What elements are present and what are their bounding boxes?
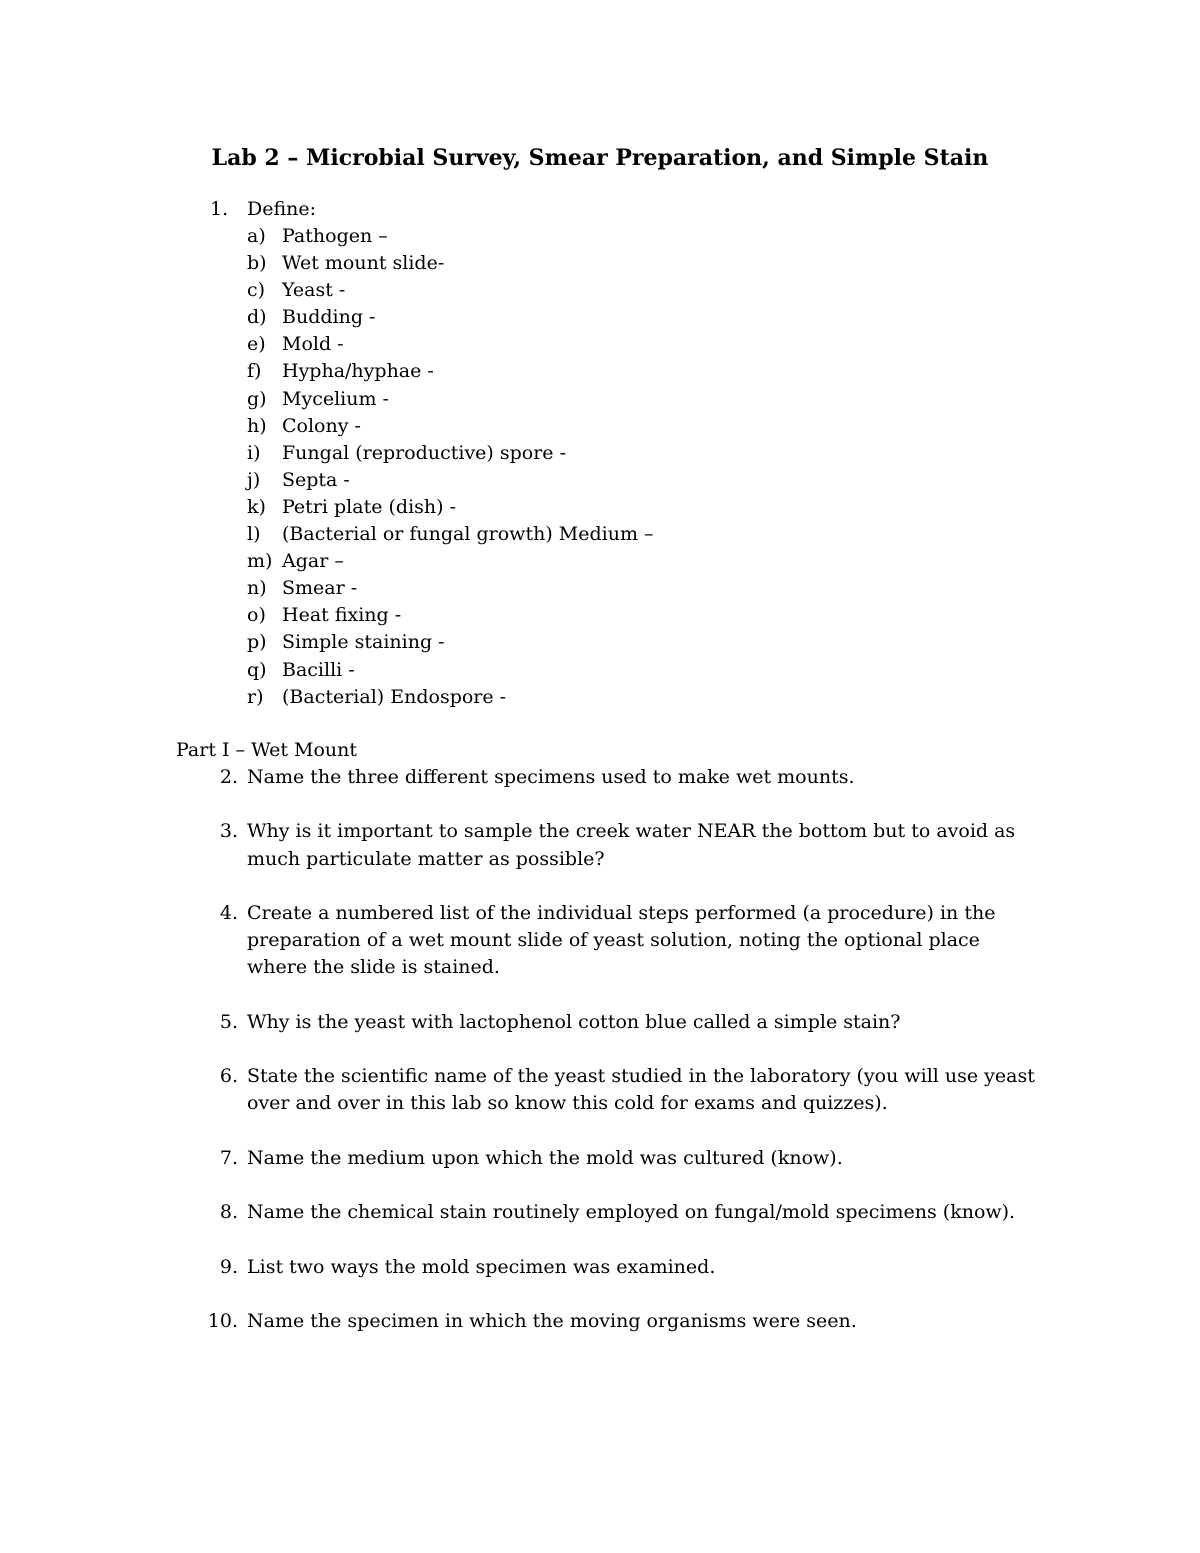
item-text: Bacilli - <box>282 658 355 681</box>
question-text: Create a numbered list of the individual steps performed (a procedure) in the preparation of a wet mount slide of yeast solution, noting the optional place where the slide is stained. <box>247 901 996 979</box>
definition-item <box>247 548 654 575</box>
question-text: Name the three different specimens used to make wet mounts. <box>247 766 855 788</box>
definition-item <box>247 602 654 629</box>
item-text: Hypha/hyphae - <box>282 360 434 383</box>
item-text: (Bacterial or fungal growth) Medium – <box>282 523 654 546</box>
item-letter: l) <box>247 523 261 546</box>
question-number: 4. <box>219 901 238 924</box>
item-letter: k) <box>247 495 266 518</box>
item-text: Yeast - <box>282 279 346 302</box>
item-letter: c) <box>247 279 266 302</box>
item-text: Mold - <box>282 333 344 356</box>
definition-item <box>247 494 654 521</box>
definition-item <box>247 629 654 656</box>
definition-item <box>247 440 654 467</box>
definition-item <box>247 223 654 250</box>
item-letter: i) <box>247 441 261 464</box>
item-letter: q) <box>247 658 267 681</box>
item-text: Smear - <box>282 577 358 600</box>
question-item <box>200 1063 1040 1117</box>
question-number: 10. <box>207 1309 238 1332</box>
item-text: Fungal (reproductive) spore - <box>282 441 567 464</box>
question-1 <box>210 196 316 223</box>
item-letter: e) <box>247 333 266 356</box>
question-text: Name the chemical stain routinely employed on fungal/mold specimens (know). <box>247 1201 1016 1224</box>
definition-item <box>247 413 654 440</box>
item-text: Pathogen – <box>282 225 388 247</box>
question-item <box>200 1199 1040 1226</box>
question-text: State the scientific name of the yeast studied in the laboratory (you will use yeast over and over in this lab so know this cold for exams and quizzes). <box>247 1065 1035 1115</box>
question-number: 6. <box>219 1065 238 1088</box>
question-number: 8. <box>219 1201 238 1224</box>
question-number: 9. <box>219 1255 238 1278</box>
question-item <box>200 818 1040 872</box>
definition-item <box>247 304 654 331</box>
item-letter: g) <box>247 387 267 410</box>
item-text: Simple staining - <box>282 631 445 654</box>
question-item <box>200 1254 1040 1281</box>
item-text: Mycelium - <box>282 387 389 410</box>
definition-item <box>247 657 654 684</box>
item-letter: a) <box>247 225 266 247</box>
item-text: Agar – <box>282 550 344 573</box>
question-text: Why is the yeast with lactophenol cotton blue called a simple stain? <box>247 1010 901 1033</box>
question-item <box>200 1145 1040 1172</box>
definition-item <box>247 386 654 413</box>
item-text: Budding - <box>282 306 376 329</box>
item-letter: o) <box>247 604 266 627</box>
item-letter: m) <box>247 550 273 573</box>
question-number: 2. <box>219 766 238 788</box>
question-text: List two ways the mold specimen was examined. <box>247 1255 716 1278</box>
question-text: Name the specimen in which the moving organisms were seen. <box>247 1309 857 1332</box>
definition-item <box>247 521 654 548</box>
item-text: Petri plate (dish) - <box>282 495 457 518</box>
questions-list <box>200 764 1040 1362</box>
question-text: Name the medium upon which the mold was cultured (know). <box>247 1146 843 1169</box>
definition-item <box>247 467 654 494</box>
question-item <box>200 764 1040 791</box>
item-letter: f) <box>247 360 262 383</box>
item-letter: h) <box>247 414 267 437</box>
definition-item <box>247 250 654 277</box>
item-letter: d) <box>247 306 267 329</box>
question-item <box>200 1009 1040 1036</box>
item-letter: b) <box>247 252 267 275</box>
question-item <box>200 900 1040 982</box>
definition-item <box>247 358 654 385</box>
question-number: 1. <box>210 198 229 220</box>
item-text: Heat fixing - <box>282 604 402 627</box>
item-text: Wet mount slide- <box>282 252 445 275</box>
question-text: Define: <box>247 198 317 220</box>
definition-item <box>247 277 654 304</box>
definition-item <box>247 331 654 358</box>
item-letter: n) <box>247 577 267 600</box>
item-letter: p) <box>247 631 267 654</box>
definitions-list <box>247 223 654 711</box>
definition-item <box>247 684 654 711</box>
item-text: Septa - <box>282 468 350 491</box>
section-heading: Part I – Wet Mount <box>176 739 358 761</box>
question-number: 5. <box>219 1010 238 1033</box>
question-item <box>200 1308 1040 1335</box>
item-letter: j) <box>247 468 261 491</box>
question-number: 7. <box>219 1146 238 1169</box>
item-text: Colony - <box>282 414 361 437</box>
item-letter: r) <box>247 685 264 708</box>
question-number: 3. <box>219 820 238 843</box>
question-text: Why is it important to sample the creek water NEAR the bottom but to avoid as much particulate matter as possible? <box>247 820 1016 870</box>
definition-item <box>247 575 654 602</box>
item-text: (Bacterial) Endospore - <box>282 685 507 708</box>
page-title: Lab 2 – Microbial Survey, Smear Preparation, and Simple Stain <box>211 145 989 171</box>
